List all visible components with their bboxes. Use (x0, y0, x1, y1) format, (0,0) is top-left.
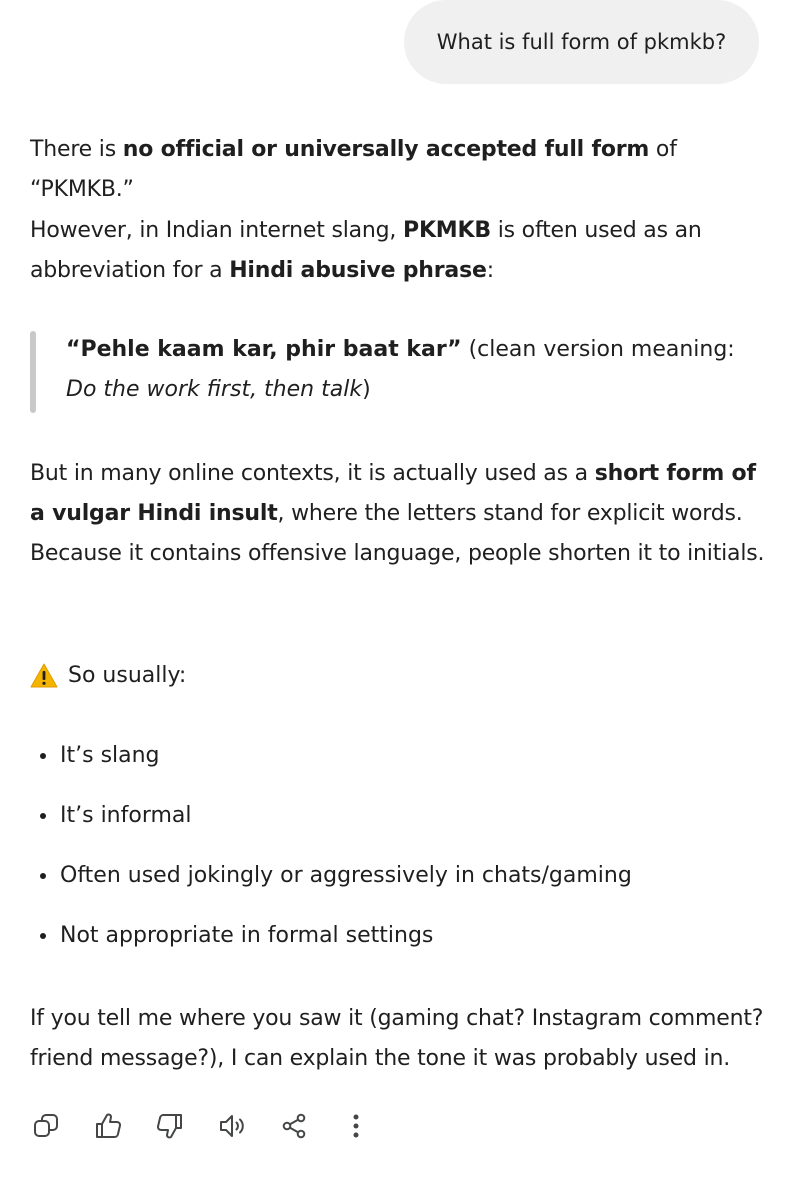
more-options-button[interactable] (340, 1110, 372, 1142)
p3-text-bold: short form of a vulgar Hindi insult (30, 461, 756, 526)
p1-text-pre: There is (30, 137, 123, 162)
p1-text-bold: no official or universally accepted full form (122, 137, 650, 162)
quote-text-mid: (clean version meaning: (461, 337, 735, 362)
list-item-text: Not appropriate in formal settings (60, 923, 434, 948)
p2-text-bold2: Hindi abusive phrase (229, 258, 487, 283)
p2-text-pre: However, in Indian internet slang, (30, 218, 404, 243)
list-item-text: Often used jokingly or aggressively in chats/gaming (60, 863, 632, 888)
response-paragraph-1 (30, 130, 769, 210)
warning-line (30, 656, 186, 696)
more-icon (341, 1111, 371, 1141)
thumbs-up-icon (93, 1111, 123, 1141)
bullet-dot (40, 753, 46, 759)
list-item (40, 796, 632, 856)
p1-text-post: of “PKMKB.” (30, 137, 677, 202)
thumbs-down-icon (155, 1111, 185, 1141)
p2-text-bold1: PKMKB (403, 218, 491, 243)
read-aloud-button[interactable] (216, 1110, 248, 1142)
bullet-dot (40, 813, 46, 819)
share-button[interactable] (278, 1110, 310, 1142)
list-item-text: It’s informal (60, 803, 192, 828)
p3-text-post: , where the letters stand for explicit words. Because it contains offensive language, people shorten it to initials. (30, 501, 765, 566)
p3-text-pre: But in many online contexts, it is actually used as a (30, 461, 595, 486)
read-aloud-icon (217, 1111, 247, 1141)
response-actions-bar (30, 1108, 402, 1144)
list-item (40, 736, 632, 796)
user-message-text: What is full form of pkmkb? (436, 30, 727, 54)
thumbs-up-button[interactable] (92, 1110, 124, 1142)
share-icon (279, 1111, 309, 1141)
blockquote (30, 331, 750, 413)
list-item (40, 916, 632, 976)
bullet-dot (40, 933, 46, 939)
closing-paragraph: If you tell me where you saw it (gaming chat? Instagram comment? friend message?), I can explain the tone it was probably used in. (30, 1006, 764, 1071)
p2-text-mid: is often used as an abbreviation for a (30, 218, 702, 283)
warning-text: So usually: (68, 663, 187, 688)
response-paragraph-2 (30, 211, 769, 291)
bullet-dot (40, 873, 46, 879)
copy-button[interactable] (30, 1110, 62, 1142)
quote-text-bold: “Pehle kaam kar, phir baat kar” (66, 337, 462, 362)
quote-text-italic: Do the work first, then talk (66, 377, 363, 402)
quote-text-post: ) (362, 377, 371, 402)
response-paragraph-3 (30, 454, 769, 574)
copy-icon (31, 1111, 61, 1141)
list-item-text: It’s slang (60, 743, 160, 768)
quote-text (66, 330, 750, 410)
warning-icon (30, 662, 58, 690)
quote-bar (30, 331, 36, 413)
p2-text-post: : (486, 258, 494, 283)
user-message-bubble (404, 0, 759, 84)
bullet-list (40, 736, 632, 976)
list-item (40, 856, 632, 916)
thumbs-down-button[interactable] (154, 1110, 186, 1142)
